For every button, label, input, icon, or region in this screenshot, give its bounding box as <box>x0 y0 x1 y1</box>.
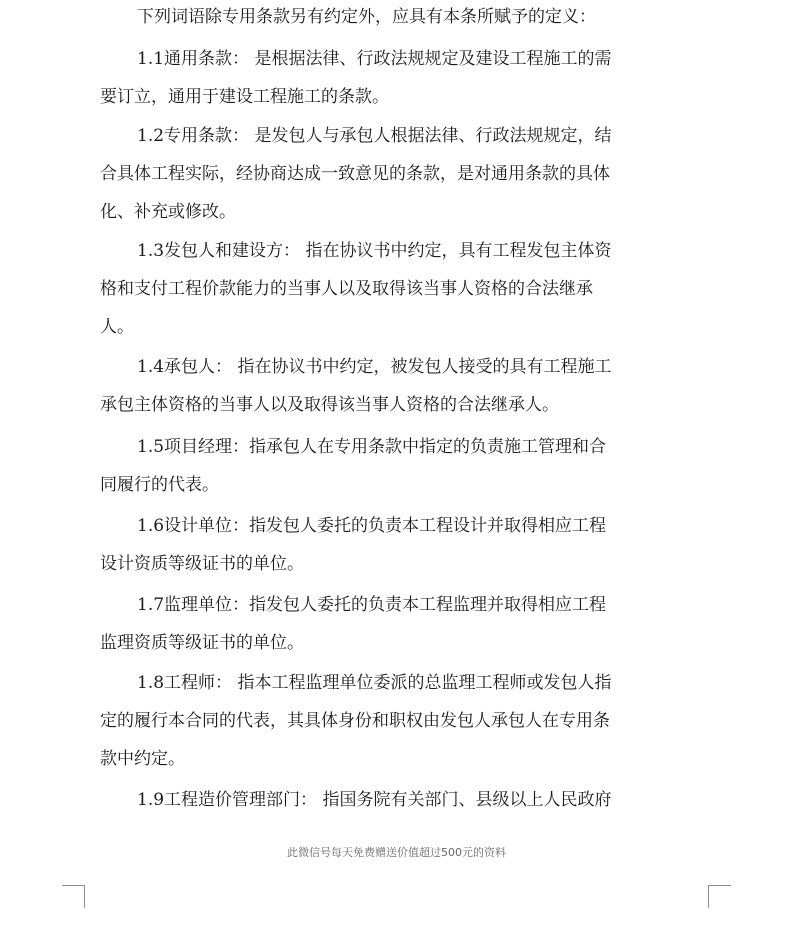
clause-1-2 <box>100 117 660 231</box>
clause-line: 1.6设计单位：指发包人委托的负责本工程设计并取得相应工程 <box>137 516 607 536</box>
clause-line: 1.3发包人和建设方： 指在协议书中约定，具有工程发包主体资 <box>137 241 612 261</box>
clause-1-6 <box>100 507 660 583</box>
clause-line: 1.5项目经理：指承包人在专用条款中指定的负责施工管理和合 <box>137 437 607 457</box>
clause-line: 1.7监理单位：指发包人委托的负责本工程监理并取得相应工程 <box>137 595 607 615</box>
clause-line: 同履行的代表。 <box>100 475 219 495</box>
clause-1-8 <box>100 664 660 778</box>
clause-1-3 <box>100 232 660 346</box>
clause-line: 1.4承包人： 指在协议书中约定，被发包人接受的具有工程施工 <box>137 357 612 377</box>
clause-line: 定的履行本合同的代表，其具体身份和职权由发包人承包人在专用条 <box>100 711 610 731</box>
clause-line: 1.8工程师： 指本工程监理单位委派的总监理工程师或发包人指 <box>137 673 612 693</box>
clause-line: 合具体工程实际，经协商达成一致意见的条款，是对通用条款的具体 <box>100 164 610 184</box>
page-corner-mark-left <box>62 885 85 908</box>
intro-paragraph: 下列词语除专用条款另有约定外，应具有本条所赋予的定义： <box>137 7 596 27</box>
clause-line: 1.2专用条款： 是发包人与承包人根据法律、行政法规规定，结 <box>137 126 612 146</box>
clause-line: 1.9工程造价管理部门： 指国务院有关部门、县级以上人民政府 <box>137 790 612 810</box>
clause-1-9 <box>100 781 660 819</box>
clause-line: 要订立，通用于建设工程施工的条款。 <box>100 87 389 107</box>
clause-1-1 <box>100 40 660 116</box>
clause-1-4 <box>100 348 660 424</box>
clause-line: 格和支付工程价款能力的当事人以及取得该当事人资格的合法继承 <box>100 279 593 299</box>
clause-line: 监理资质等级证书的单位。 <box>100 633 304 653</box>
page-footer: 此微信号每天免费赠送价值超过500元的资料 <box>287 846 506 859</box>
clause-line: 款中约定。 <box>100 749 185 769</box>
clause-line: 人。 <box>100 317 134 337</box>
page-corner-mark-right <box>708 885 731 908</box>
clause-line: 设计资质等级证书的单位。 <box>100 554 304 574</box>
clause-line: 1.1通用条款： 是根据法律、行政法规规定及建设工程施工的需 <box>137 49 612 69</box>
clause-1-7 <box>100 586 660 662</box>
clause-line: 化、补充或修改。 <box>100 202 236 222</box>
clause-1-5 <box>100 428 660 504</box>
clause-line: 承包主体资格的当事人以及取得该当事人资格的合法继承人。 <box>100 395 559 415</box>
